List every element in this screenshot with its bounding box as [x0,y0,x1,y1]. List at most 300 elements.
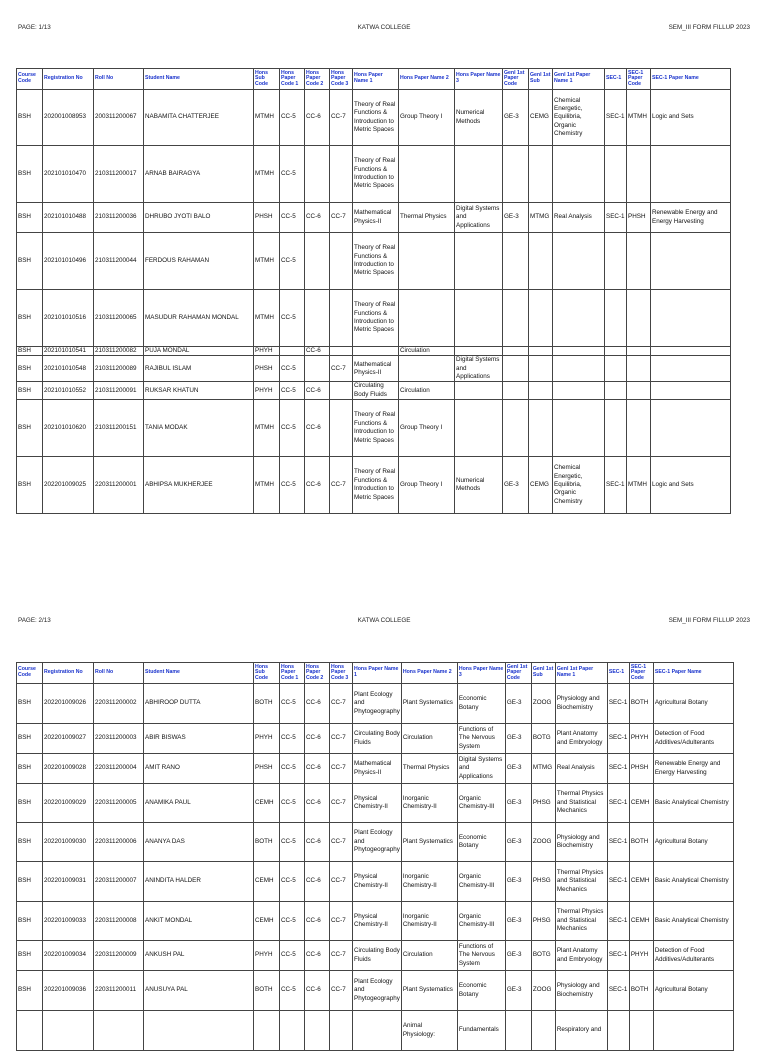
cell-genl-sub: PHSG [531,902,555,941]
cell-hons-paper-name-2: Group Theory I [399,457,455,514]
cell-hons-paper-code-2: CC-6 [305,684,330,724]
cell-hons-paper-code-3: CC-7 [330,784,353,823]
cell-genl-paper-code: GE-3 [505,971,531,1011]
cell-genl-paper-name: Plant Anatomy and Embryology [555,941,607,971]
header-roll-no: Roll No [94,69,144,90]
cell-hons-sub-code: MTMH [254,290,280,347]
cell-registration-no [43,1011,94,1051]
header-sec1-paper-name: SEC-1 Paper Name [653,663,733,684]
cell-course-code: BSH [17,146,43,203]
cell-hons-paper-name-1: Circulating Body Fluids [353,724,402,754]
cell-sec1-paper-code: PHYH [629,724,653,754]
cell-hons-sub-code [254,1011,280,1051]
cell-genl-paper-code: GE-3 [503,90,529,146]
header-roll-no: Roll No [94,663,144,684]
cell-hons-sub-code: MTMH [254,90,280,146]
header-hons-sub-code: Hons Sub Code [254,663,280,684]
cell-sec1-paper-name: Logic and Sets [651,457,731,514]
cell-hons-paper-name-2: Circulation [399,382,455,400]
cell-hons-paper-name-1: Theory of Real Functions & Introduction to Metric Spaces [353,90,399,146]
header-hons-paper-code-3: Hons Paper Code 3 [330,663,353,684]
cell-course-code: BSH [17,347,43,356]
page-header [18,617,750,629]
cell-hons-paper-name-3: Digital Systems and Applications [455,356,503,382]
cell-genl-paper-name: Thermal Physics and Statistical Mechanics [555,862,607,902]
cell-student-name: DHRUBO JYOTI BALO [144,203,254,233]
header-hons-sub-code: Hons Sub Code [254,69,280,90]
cell-genl-paper-name: Respiratory and [555,1011,607,1051]
cell-hons-paper-name-1: Physical Chemistry-II [353,784,402,823]
cell-hons-paper-code-1 [280,1011,305,1051]
cell-registration-no: 202101010548 [43,356,94,382]
cell-hons-paper-code-2: CC-6 [305,90,330,146]
cell-hons-paper-code-3: CC-7 [330,941,353,971]
header-course-code: Course Code [17,69,43,90]
cell-sec1-paper-code: MTMH [627,90,651,146]
header-hons-paper-name-2: Hons Paper Name 2 [401,663,457,684]
cell-genl-paper-code: GE-3 [505,724,531,754]
cell-registration-no: 202001008953 [43,90,94,146]
header-sec1-paper-code: SEC-1 Paper Code [627,69,651,90]
cell-sec1: SEC-1 [607,971,629,1011]
cell-sec1-paper-code: BOTH [629,971,653,1011]
cell-genl-paper-name: Chemical Energetic, Equilibria, Organic Chemistry [553,90,605,146]
cell-course-code: BSH [17,724,43,754]
cell-sec1-paper-code [629,1011,653,1051]
table-row [17,941,734,971]
cell-sec1-paper-name: Detection of Food Additives/Adulterants [653,941,733,971]
cell-hons-paper-name-3: Organic Chemistry-III [457,862,505,902]
cell-genl-sub: MTMG [529,203,553,233]
cell-registration-no: 202201009036 [43,971,94,1011]
cell-sec1-paper-name: Renewable Energy and Energy Harvesting [651,203,731,233]
cell-hons-paper-code-2: CC-6 [305,862,330,902]
cell-genl-paper-code: GE-3 [505,862,531,902]
cell-genl-sub: ZOOG [531,823,555,862]
cell-student-name: ANUSUYA PAL [144,971,254,1011]
form-title: SEM_III FORM FILLUP 2023 [668,617,750,624]
cell-hons-paper-code-2: CC-6 [305,784,330,823]
cell-genl-paper-name: Real Analysis [553,203,605,233]
cell-hons-paper-code-1: CC-5 [280,902,305,941]
cell-hons-paper-code-3: CC-7 [330,356,353,382]
cell-genl-sub: CEMG [529,457,553,514]
college-name: KATWA COLLEGE [357,617,411,624]
cell-sec1: SEC-1 [607,823,629,862]
header-registration-no: Registration No [43,69,94,90]
cell-genl-sub: PHSG [531,862,555,902]
cell-roll-no: 210311200089 [94,356,144,382]
cell-hons-paper-name-2: Thermal Physics [401,754,457,784]
cell-hons-paper-name-1: Plant Ecology and Phytogeography [353,971,402,1011]
cell-student-name: RUKSAR KHATUN [144,382,254,400]
cell-genl-sub: BOTG [531,941,555,971]
cell-hons-paper-name-3: Functions of The Nervous System [457,724,505,754]
header-hons-paper-code-1: Hons Paper Code 1 [280,69,305,90]
header-genl-paper-name: Genl 1st Paper Name 1 [553,69,605,90]
cell-genl-paper-name: Physiology and Biochemistry [555,684,607,724]
cell-hons-paper-code-1: CC-5 [280,203,305,233]
cell-student-name: ANINDITA HALDER [144,862,254,902]
cell-hons-paper-code-1: CC-5 [280,754,305,784]
cell-genl-sub: ZOOG [531,971,555,1011]
cell-hons-paper-code-2: CC-6 [305,382,330,400]
cell-hons-paper-name-2: Thermal Physics [399,203,455,233]
cell-hons-sub-code: CEMH [254,784,280,823]
cell-sec1-paper-code: CEMH [629,902,653,941]
cell-hons-paper-code-1: CC-5 [280,356,305,382]
cell-hons-paper-code-2: CC-6 [305,902,330,941]
cell-hons-paper-name-3: Organic Chemistry-III [457,902,505,941]
cell-hons-paper-code-2: CC-6 [305,823,330,862]
cell-course-code: BSH [17,941,43,971]
cell-registration-no: 202201009025 [43,457,94,514]
cell-sec1-paper-code: PHSH [629,754,653,784]
cell-student-name: ABHIPSA MUKHERJEE [144,457,254,514]
cell-student-name: ARNAB BAIRAGYA [144,146,254,203]
cell-course-code: BSH [17,356,43,382]
cell-hons-paper-name-1: Theory of Real Functions & Introduction to Metric Spaces [353,233,399,290]
cell-sec1: SEC-1 [607,902,629,941]
cell-hons-paper-name-3: Fundamentals [457,1011,505,1051]
cell-registration-no: 202201009028 [43,754,94,784]
cell-student-name: ANKUSH PAL [144,941,254,971]
cell-genl-sub: MTMG [531,754,555,784]
cell-genl-sub: BOTG [531,724,555,754]
cell-hons-sub-code: PHSH [254,754,280,784]
header-genl-paper-name: Genl 1st Paper Name 1 [555,663,607,684]
cell-hons-paper-code-1: CC-5 [280,400,305,457]
header-genl-sub: Genl 1st Sub [529,69,553,90]
cell-sec1-paper-name [653,1011,733,1051]
cell-sec1-paper-name: Agricultural Botany [653,971,733,1011]
cell-hons-paper-name-2: Inorganic Chemistry-II [401,862,457,902]
cell-roll-no: 220311200007 [94,862,144,902]
cell-hons-paper-code-1: CC-5 [280,146,305,203]
cell-hons-paper-name-2: Circulation [399,347,455,356]
table-row [17,902,734,941]
cell-sec1: SEC-1 [605,457,627,514]
cell-roll-no: 220311200011 [94,971,144,1011]
cell-hons-paper-code-2 [305,1011,330,1051]
cell-sec1-paper-name: Agricultural Botany [653,684,733,724]
cell-registration-no: 202201009026 [43,684,94,724]
cell-sec1-paper-name: Basic Analytical Chemistry [653,784,733,823]
cell-hons-sub-code: BOTH [254,684,280,724]
cell-genl-paper-name: Thermal Physics and Statistical Mechanics [555,902,607,941]
cell-hons-paper-code-1: CC-5 [280,941,305,971]
cell-roll-no: 220311200002 [94,684,144,724]
header-hons-paper-code-2: Hons Paper Code 2 [305,663,330,684]
cell-hons-paper-name-2: Group Theory I [399,90,455,146]
cell-sec1: SEC-1 [607,724,629,754]
cell-registration-no: 202101010516 [43,290,94,347]
cell-hons-paper-code-3: CC-7 [330,902,353,941]
cell-sec1-paper-code: BOTH [629,823,653,862]
cell-hons-paper-name-1: Theory of Real Functions & Introduction to Metric Spaces [353,457,399,514]
header-sec1-paper-name: SEC-1 Paper Name [651,69,731,90]
cell-course-code: BSH [17,971,43,1011]
cell-genl-paper-name: Real Analysis [555,754,607,784]
header-genl-paper-code: Genl 1st Paper Code [503,69,529,90]
cell-hons-paper-name-1: Theory of Real Functions & Introduction to Metric Spaces [353,290,399,347]
cell-hons-paper-name-1: Physical Chemistry-II [353,862,402,902]
cell-hons-paper-name-2: Inorganic Chemistry-II [401,902,457,941]
cell-hons-paper-name-1 [353,1011,402,1051]
cell-hons-paper-code-3: CC-7 [330,724,353,754]
form-title: SEM_III FORM FILLUP 2023 [668,24,750,31]
cell-hons-paper-code-1: CC-5 [280,382,305,400]
header-hons-paper-name-2: Hons Paper Name 2 [399,69,455,90]
cell-genl-paper-name: Plant Anatomy and Embryology [555,724,607,754]
cell-roll-no [94,1011,144,1051]
header-sec1: SEC-1 [607,663,629,684]
cell-hons-paper-name-3: Economic Botany [457,823,505,862]
cell-roll-no: 210311200082 [94,347,144,356]
header-registration-no: Registration No [43,663,94,684]
cell-sec1: SEC-1 [607,941,629,971]
cell-registration-no: 202201009027 [43,724,94,754]
cell-sec1: SEC-1 [607,862,629,902]
cell-genl-sub [531,1011,555,1051]
cell-roll-no: 220311200005 [94,784,144,823]
page-number: PAGE: 1/13 [18,24,51,31]
cell-genl-paper-code: GE-3 [505,941,531,971]
cell-genl-paper-name: Physiology and Biochemistry [555,971,607,1011]
cell-hons-paper-name-3: Economic Botany [457,971,505,1011]
cell-hons-paper-name-2: Animal Physiology: [401,1011,457,1051]
cell-hons-paper-name-2: Plant Systematics [401,971,457,1011]
cell-sec1-paper-code: CEMH [629,862,653,902]
cell-genl-sub: PHSG [531,784,555,823]
cell-genl-paper-code: GE-3 [505,902,531,941]
cell-course-code: BSH [17,457,43,514]
cell-hons-sub-code: MTMH [254,146,280,203]
header-hons-paper-code-3: Hons Paper Code 3 [330,69,353,90]
cell-registration-no: 202101010488 [43,203,94,233]
cell-hons-paper-name-1: Plant Ecology and Phytogeography [353,823,402,862]
cell-genl-sub: ZOOG [531,684,555,724]
cell-sec1 [607,1011,629,1051]
header-hons-paper-name-1: Hons Paper Name 1 [353,69,399,90]
cell-roll-no: 210311200151 [94,400,144,457]
cell-course-code: BSH [17,290,43,347]
header-hons-paper-name-1: Hons Paper Name 1 [353,663,402,684]
cell-roll-no: 200311200067 [94,90,144,146]
cell-sec1-paper-code: PHYH [629,941,653,971]
header-student-name: Student Name [144,663,254,684]
cell-hons-sub-code: PHYH [254,382,280,400]
cell-registration-no: 202201009031 [43,862,94,902]
table-row [17,862,734,902]
cell-hons-sub-code: CEMH [254,902,280,941]
cell-hons-paper-name-2: Circulation [401,724,457,754]
cell-sec1: SEC-1 [607,684,629,724]
cell-hons-sub-code: PHSH [254,203,280,233]
cell-student-name: ANANYA DAS [144,823,254,862]
table-row [17,754,734,784]
cell-hons-sub-code: MTMH [254,233,280,290]
cell-hons-paper-code-1: CC-5 [280,457,305,514]
cell-registration-no: 202101010620 [43,400,94,457]
header-genl-sub: Genl 1st Sub [531,663,555,684]
cell-hons-paper-name-3: Economic Botany [457,684,505,724]
header-hons-paper-code-2: Hons Paper Code 2 [305,69,330,90]
cell-hons-paper-name-1: Mathematical Physics-II [353,356,399,382]
cell-sec1-paper-name: Basic Analytical Chemistry [653,902,733,941]
cell-genl-paper-name: Chemical Energetic, Equilibria, Organic Chemistry [553,457,605,514]
cell-genl-paper-code: GE-3 [505,684,531,724]
cell-genl-paper-code: GE-3 [505,784,531,823]
cell-course-code: BSH [17,823,43,862]
cell-hons-paper-name-2: Group Theory I [399,400,455,457]
cell-hons-sub-code: CEMH [254,862,280,902]
cell-hons-paper-code-3: CC-7 [330,971,353,1011]
cell-hons-paper-name-2: Circulation [401,941,457,971]
cell-course-code: BSH [17,400,43,457]
cell-registration-no: 202201009029 [43,784,94,823]
cell-roll-no: 210311200036 [94,203,144,233]
table-row [17,971,734,1011]
cell-hons-paper-name-3: Digital Systems and Applications [455,203,503,233]
cell-course-code: BSH [17,902,43,941]
header-hons-paper-code-1: Hons Paper Code 1 [280,663,305,684]
cell-hons-paper-name-1: Physical Chemistry-II [353,902,402,941]
header-sec1-paper-code: SEC-1 Paper Code [629,663,653,684]
cell-hons-paper-code-1: CC-5 [280,233,305,290]
cell-registration-no: 202101010541 [43,347,94,356]
table-row [17,684,734,724]
cell-hons-paper-name-1: Circulating Body Fluids [353,382,399,400]
cell-hons-sub-code: PHYH [254,347,280,356]
cell-hons-paper-code-3: CC-7 [330,90,353,146]
cell-hons-paper-code-3: CC-7 [330,754,353,784]
cell-hons-paper-name-3: Organic Chemistry-III [457,784,505,823]
cell-roll-no: 210311200044 [94,233,144,290]
cell-sec1-paper-name: Agricultural Botany [653,823,733,862]
cell-hons-paper-code-2: CC-6 [305,754,330,784]
cell-registration-no: 202101010470 [43,146,94,203]
cell-roll-no: 210311200065 [94,290,144,347]
cell-student-name: RAJIBUL ISLAM [144,356,254,382]
cell-hons-paper-code-1: CC-5 [280,684,305,724]
cell-registration-no: 202101010552 [43,382,94,400]
header-hons-paper-name-3: Hons Paper Name 3 [455,69,503,90]
cell-course-code: BSH [17,382,43,400]
cell-hons-paper-name-1: Mathematical Physics-II [353,754,402,784]
cell-hons-sub-code: PHYH [254,941,280,971]
cell-sec1-paper-name: Renewable Energy and Energy Harvesting [653,754,733,784]
cell-student-name: NABAMITA CHATTERJEE [144,90,254,146]
cell-hons-sub-code: MTMH [254,457,280,514]
cell-course-code: BSH [17,784,43,823]
cell-sec1-paper-code: CEMH [629,784,653,823]
cell-student-name: MASUDUR RAHAMAN MONDAL [144,290,254,347]
cell-student-name: ANKIT MONDAL [144,902,254,941]
table-row [17,1011,734,1051]
cell-hons-paper-code-3: CC-7 [330,203,353,233]
cell-sec1-paper-code: BOTH [629,684,653,724]
cell-hons-paper-name-1: Mathematical Physics-II [353,203,399,233]
cell-hons-paper-name-1: Theory of Real Functions & Introduction to Metric Spaces [353,400,399,457]
cell-sec1-paper-name: Detection of Food Additives/Adulterants [653,724,733,754]
cell-genl-paper-code [505,1011,531,1051]
cell-hons-paper-name-2: Inorganic Chemistry-II [401,784,457,823]
cell-registration-no: 202201009030 [43,823,94,862]
table-row [17,784,734,823]
cell-genl-paper-code: GE-3 [503,203,529,233]
cell-hons-paper-name-2: Plant Systematics [401,684,457,724]
cell-sec1-paper-name: Basic Analytical Chemistry [653,862,733,902]
cell-hons-paper-code-2: CC-6 [305,400,330,457]
cell-registration-no: 202201009033 [43,902,94,941]
cell-roll-no: 220311200009 [94,941,144,971]
cell-hons-paper-code-2: CC-6 [305,347,330,356]
cell-hons-paper-code-3: CC-7 [330,862,353,902]
cell-hons-paper-code-1: CC-5 [280,90,305,146]
cell-hons-paper-code-2: CC-6 [305,203,330,233]
cell-genl-paper-name: Thermal Physics and Statistical Mechanics [555,784,607,823]
header-student-name: Student Name [144,69,254,90]
cell-sec1: SEC-1 [607,754,629,784]
cell-hons-paper-code-1: CC-5 [280,823,305,862]
cell-registration-no: 202201009034 [43,941,94,971]
cell-sec1-paper-code: MTMH [627,457,651,514]
cell-hons-paper-code-3: CC-7 [330,684,353,724]
cell-hons-paper-name-1: Plant Ecology and Phytogeography [353,684,402,724]
cell-hons-paper-code-2: CC-6 [305,724,330,754]
cell-hons-paper-code-3: CC-7 [330,823,353,862]
cell-hons-paper-code-2: CC-6 [305,941,330,971]
page-number: PAGE: 2/13 [18,617,51,624]
cell-hons-paper-code-1: CC-5 [280,784,305,823]
header-course-code: Course Code [17,663,43,684]
college-name: KATWA COLLEGE [357,24,411,31]
cell-hons-paper-code-1: CC-5 [280,971,305,1011]
cell-hons-sub-code: BOTH [254,823,280,862]
cell-hons-paper-code-2: CC-6 [305,457,330,514]
cell-student-name: AMIT RANO [144,754,254,784]
cell-hons-paper-name-1: Theory of Real Functions & Introduction to Metric Spaces [353,146,399,203]
cell-hons-sub-code: MTMH [254,400,280,457]
cell-hons-paper-code-3: CC-7 [330,457,353,514]
cell-hons-paper-name-3: Functions of The Nervous System [457,941,505,971]
cell-genl-sub: CEMG [529,90,553,146]
cell-course-code [17,1011,43,1051]
cell-hons-paper-code-3 [330,1011,353,1051]
cell-hons-paper-code-1: CC-5 [280,290,305,347]
cell-sec1: SEC-1 [605,90,627,146]
cell-roll-no: 210311200091 [94,382,144,400]
cell-registration-no: 202101010496 [43,233,94,290]
cell-course-code: BSH [17,754,43,784]
cell-hons-paper-code-2: CC-6 [305,971,330,1011]
student-table [16,662,734,1051]
cell-course-code: BSH [17,233,43,290]
cell-sec1: SEC-1 [605,203,627,233]
cell-hons-sub-code: PHSH [254,356,280,382]
cell-genl-paper-code: GE-3 [505,754,531,784]
cell-sec1: SEC-1 [607,784,629,823]
cell-hons-sub-code: BOTH [254,971,280,1011]
cell-hons-sub-code: PHYH [254,724,280,754]
cell-student-name: ANAMIKA PAUL [144,784,254,823]
cell-course-code: BSH [17,203,43,233]
cell-sec1-paper-code: PHSH [627,203,651,233]
cell-course-code: BSH [17,90,43,146]
header-sec1: SEC-1 [605,69,627,90]
cell-student-name [144,1011,254,1051]
